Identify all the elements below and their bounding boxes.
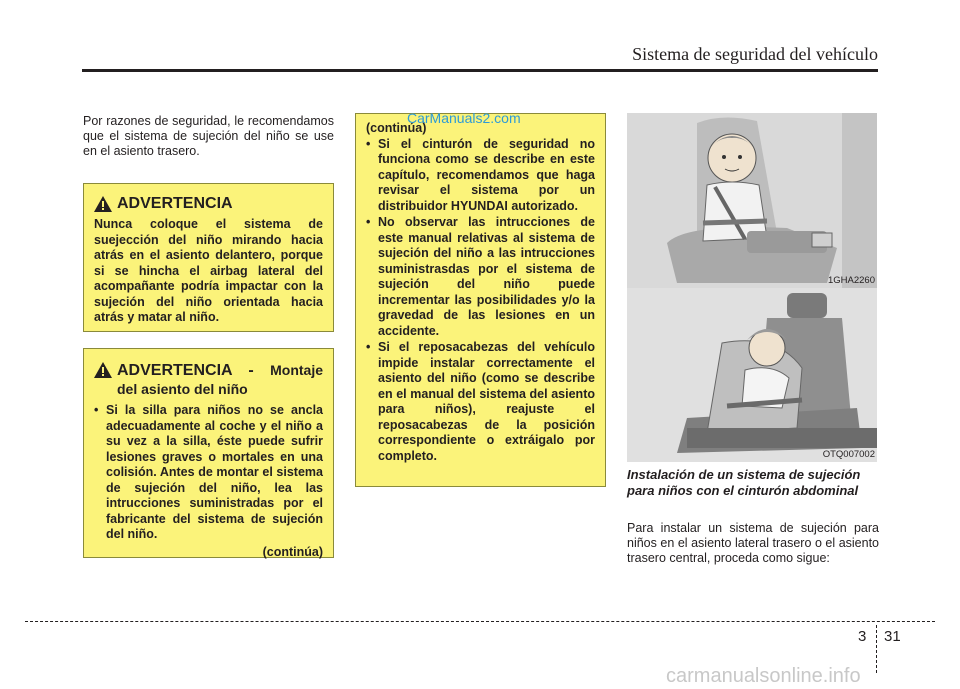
warning-box-child-seat: [83, 348, 334, 558]
watermark-bottom: carmanualsonline.info: [666, 665, 861, 687]
continue-label: (continúa): [262, 544, 323, 559]
bullet-text: Si el reposacabezas del vehículo impide instalar correctamente el asiento del niño (como se describe en el manual del sistema del asiento para niños), reajuste el reposacabezas de la posición correspondiente o extráigalo por completo.: [378, 340, 595, 463]
page-number: 31: [884, 628, 901, 645]
bullet-dot: •: [366, 340, 371, 354]
child-seat-installed-illustration: [627, 288, 877, 462]
chapter-number: 3: [858, 628, 868, 645]
footer-dashed-rule: [25, 621, 935, 622]
instruction-paragraph: Para instalar un sistema de sujeción para niños en el asiento lateral trasero o el asiento trasero central, proceda como sigue:: [627, 521, 879, 565]
warning-box-continued: [355, 113, 606, 487]
bullet-text: Si el cinturón de seguridad no funciona como se describe en este capítulo, recomendamos que haga revisar el sistema por un distribuidor HYUNDAI autorizado.: [378, 136, 595, 213]
bullet-dot: •: [366, 215, 371, 229]
warning-bullet: [366, 215, 595, 339]
footer-vertical-dashed-rule: [876, 625, 877, 673]
bullet-dot: •: [94, 403, 99, 417]
section-title: Sistema de seguridad del vehículo: [632, 44, 878, 64]
warning-box-rear-facing: [83, 183, 334, 332]
child-seat-in-car-image: [627, 288, 877, 462]
warning-triangle-icon: [94, 362, 112, 378]
bullet-dot: •: [366, 136, 371, 151]
header-rule: [82, 69, 878, 72]
warning-bullet: [94, 403, 323, 543]
warning-subtitle: Montaje del asiento del niño: [117, 362, 323, 397]
intro-paragraph: Por razones de seguridad, le recomendamos que el sistema de sujeción del niño se use en el asiento trasero.: [83, 114, 334, 158]
child-seat-illustration: [627, 113, 877, 288]
continued-label: (continúa): [366, 121, 427, 135]
warning-title: [117, 361, 323, 399]
child-booster-seat-image: [627, 113, 877, 288]
bullet-text: Si la silla para niños no se ancla adecuadamente al coche y el niño a su vez a la silla, éste puede sufrir lesiones graves o mortales en una colisión. Antes de montar el sistema de sujeción del niño, lea las intrucciones suministradas por el fabricante del sistema de sujeción del niño.: [106, 403, 323, 541]
warning-triangle-icon: [94, 196, 112, 212]
watermark-top: CarManuals2.com: [407, 110, 521, 126]
warning-title: ADVERTENCIA: [117, 195, 233, 212]
bullet-text: No observar las intrucciones de este manual relativas al sistema de sujeción del niño a las intrucciones suministrasdas por el sistema de sujeción del niño puede incrementar las posibilidades y/o la gravedad de las lesiones en un accidente.: [378, 215, 595, 338]
image-code: OTQ007002: [822, 449, 875, 460]
warning-bullet: [366, 137, 595, 215]
warning-title-main: ADVERTENCIA -: [117, 362, 254, 379]
warning-text: Nunca coloque el sistema de suejección del niño mirando hacia atrás en el asiento delantero, porque si se hincha el airbag lateral del acompañante podría impactar con la sujeción del niño orientada hacia atrás y matar al niño.: [94, 217, 323, 324]
warning-bullet: [366, 340, 595, 464]
figure-caption: Instalación de un sistema de sujeción para niños con el cinturón abdominal: [627, 467, 861, 498]
image-code: 1GHA2260: [827, 275, 875, 286]
